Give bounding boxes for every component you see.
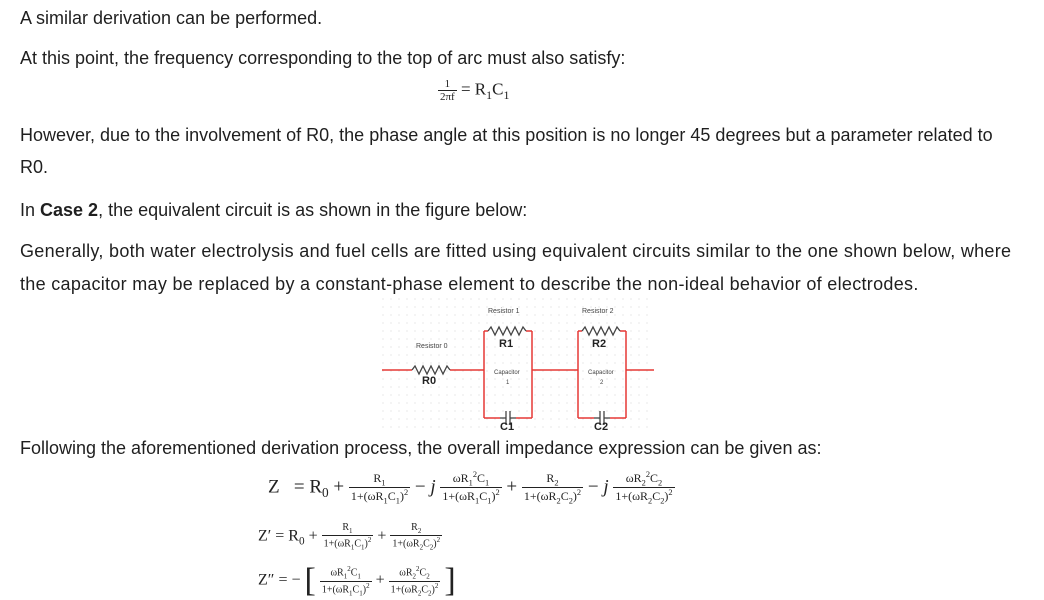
equivalent-circuit-diagram <box>382 298 654 432</box>
case-figure-text: , the equivalent circuit is as shown in the figure below: <box>98 200 528 220</box>
equation-z: $Z = R_0$ + $\frac{R_1}{1+(\omega R_1C_1)^2}$ − j $\frac{\omega R_1^2C_1}{1+(\omega R_1C_1)^2}$ + $\frac{R_2}{1+(\omega R_2C_2)^2}$ − j $\frac{\omega R_2^2C_2}{1+(\omega R_2C_2)^2}$ <box>268 470 673 506</box>
case-intro-text: In <box>20 200 41 220</box>
c2-caption-b: 2 <box>600 380 604 386</box>
paragraph-intro: A similar derivation can be performed. <box>20 8 323 28</box>
case-2-label: Case 2 <box>40 200 99 220</box>
paragraph-case-2 <box>20 194 527 226</box>
c1-caption-a: Capacitor <box>494 370 520 376</box>
c1-caption-b: 1 <box>506 380 510 386</box>
r0-caption: Resistor 0 <box>416 343 448 350</box>
c2-label: C2 <box>594 421 609 432</box>
c2-caption-a: Capacitor <box>588 370 614 376</box>
equation-z-real: $Z' = R_0$ + $\frac{R_1}{1+(\omega R_1C_1)^2}$ + $\frac{R_2}{1+(\omega R_2C_2)^2}$ <box>258 522 441 552</box>
equation-frequency: $\frac{1}{2\pi f}$ = $R_1C_1$ <box>440 78 510 103</box>
paragraph-frequency-condition: At this point, the frequency corresponding to the top of arc must also satisfy: <box>20 48 626 68</box>
r2-label: R2 <box>592 338 607 350</box>
r2-caption: Resistor 2 <box>582 308 614 315</box>
r1-caption: Resistor 1 <box>488 308 520 315</box>
equation-z-imaginary: Z″ = − [ $\frac{\omega R_1^2C_1}{1+(\omega R_1C_1)^2}$ + $\frac{\omega R_2^2C_2}{1+(\omega R_2C_2)^2}$ ] <box>258 562 456 599</box>
r0-label: R0 <box>422 375 437 387</box>
c1-label: C1 <box>500 421 515 432</box>
paragraph-phase-angle: However, due to the involvement of R0, the phase angle at this position is no longer 45 degrees but a parameter related to R0. <box>20 125 993 177</box>
r1-label: R1 <box>499 338 514 350</box>
paragraph-impedance-intro: Following the aforementioned derivation process, the overall impedance expression can be given as: <box>20 438 822 458</box>
paragraph-general-fitting: Generally, both water electrolysis and fuel cells are fitted using equivalent circuits similar to the one shown below, where the capacitor may be replaced by a constant-phase element to describe the non-ideal behavior of electrodes. <box>20 241 1012 294</box>
